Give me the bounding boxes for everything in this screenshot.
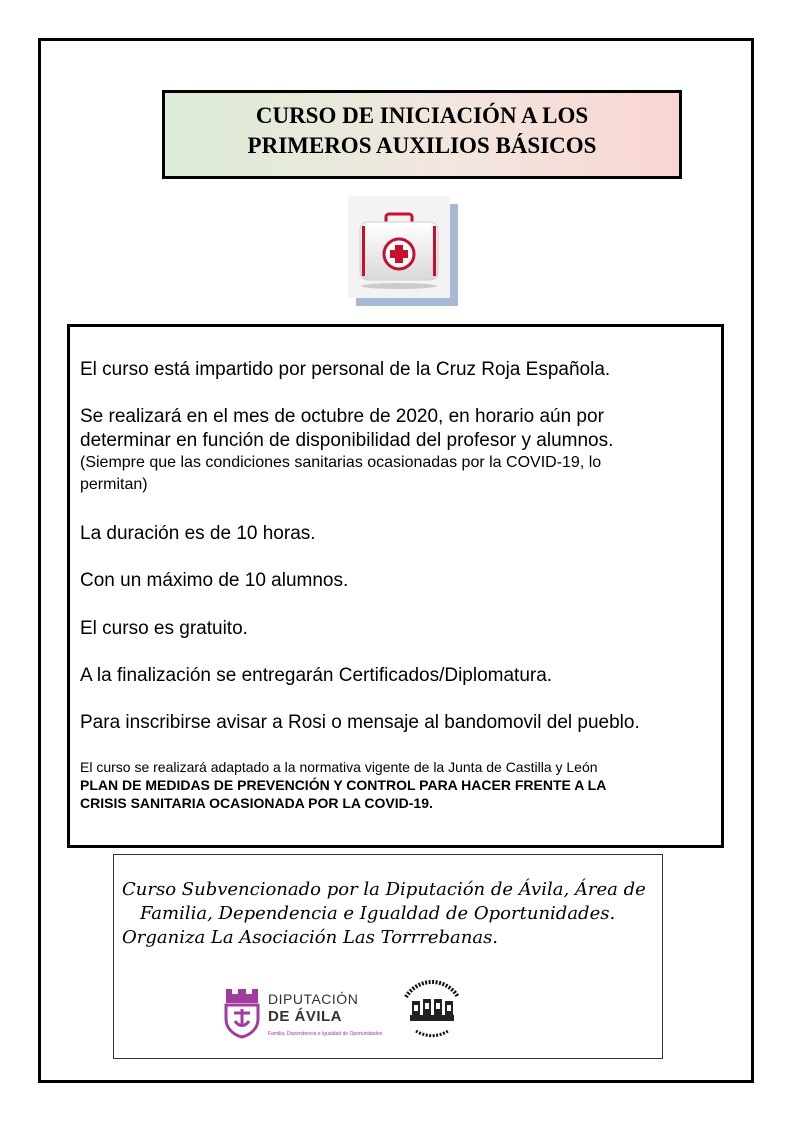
info-plan-line-2: CRISIS SANITARIA OCASIONADA POR LA COVID-19. <box>80 795 433 811</box>
info-normativa: El curso se realizará adaptado a la normativa vigente de la Junta de Castilla y León <box>80 759 598 775</box>
info-date-line-1: Se realizará en el mes de octubre de 2020, en horario aún por <box>80 406 604 427</box>
info-duration: La duración es de 10 horas. <box>80 523 316 544</box>
title-line-2: PRIMEROS AUXILIOS BÁSICOS <box>247 133 597 158</box>
sponsor-line-1: Curso Subvencionado por la Diputación de Ávila, Área de <box>122 879 646 900</box>
sponsor-line-3: Organiza La Asociación Las Torrrebanas. <box>122 927 499 948</box>
diputacion-subtitle: Familia, Dependencia e Igualdad de Oportunidades <box>268 1031 383 1037</box>
info-box <box>67 324 724 848</box>
torrebanas-logo <box>392 975 472 1045</box>
diputacion-name-line-1: DIPUTACIÓN <box>268 991 359 1007</box>
sponsor-box <box>113 854 663 1059</box>
diputacion-logo <box>222 983 392 1043</box>
info-certificates: A la finalización se entregarán Certificados/Diplomatura. <box>80 665 553 686</box>
diputacion-name-line-2: DE ÁVILA <box>268 1008 343 1025</box>
info-instructor: El curso está impartido por personal de la Cruz Roja Española. <box>80 359 611 380</box>
info-covid-note-line-1: (Siempre que las condiciones sanitarias ocasionadas por la COVID-19, lo <box>80 454 602 471</box>
info-max-students: Con un máximo de 10 alumnos. <box>80 570 349 591</box>
diputacion-crest-icon <box>222 983 262 1039</box>
sponsor-line-2: Familia, Dependencia e Igualdad de Oportunidades. <box>140 903 616 924</box>
info-covid-note-line-2: permitan) <box>80 476 148 493</box>
first-aid-kit-image <box>348 196 458 306</box>
title-box <box>162 90 682 179</box>
info-date-line-2: determinar en función de disponibilidad del profesor y alumnos. <box>80 430 614 451</box>
title-line-1: CURSO DE INICIACIÓN A LOS <box>255 103 589 128</box>
first-aid-kit-icon <box>348 196 450 298</box>
info-registration: Para inscribirse avisar a Rosi o mensaje al bandomovil del pueblo. <box>80 712 640 733</box>
info-plan-line-1: PLAN DE MEDIDAS DE PREVENCIÓN Y CONTROL PARA HACER FRENTE A LA <box>80 777 607 793</box>
info-free: El curso es gratuito. <box>80 618 248 639</box>
